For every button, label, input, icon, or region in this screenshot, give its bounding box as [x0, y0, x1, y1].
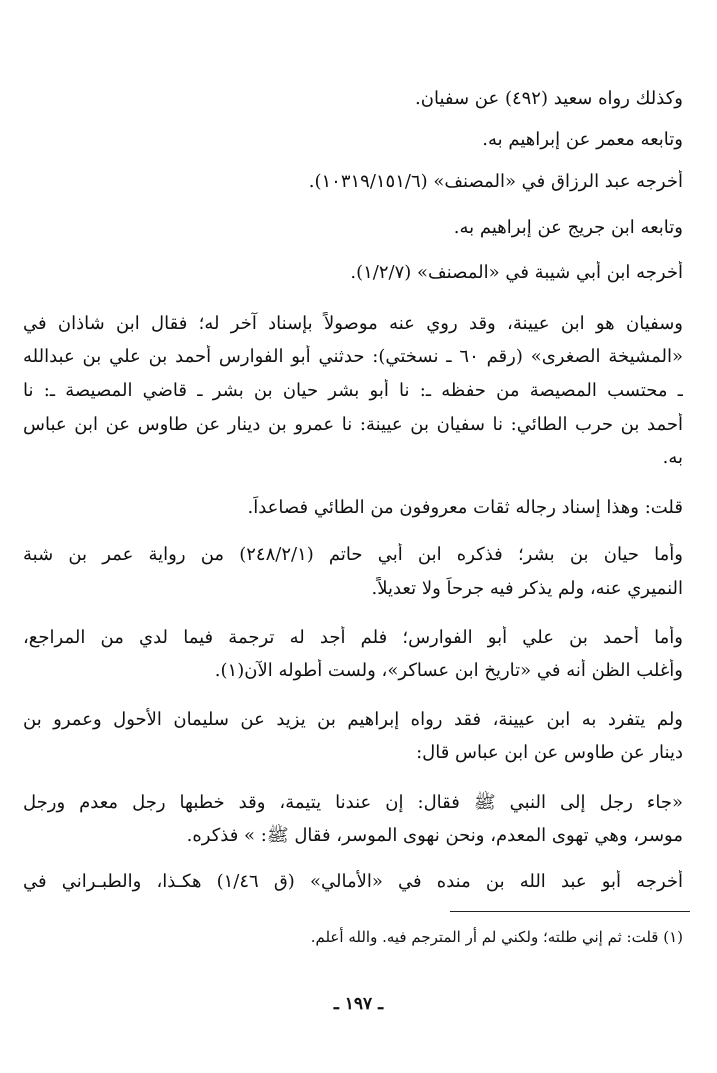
text-line-13: النميري عنه، ولم يذكر فيه جرحاً ولا تعديلاً.: [371, 578, 683, 599]
footnote-text: (١) قلت: ثم إني طلته؛ ولكني لم أر المترجم فيه. والله أعلم.: [310, 928, 683, 946]
footnote-separator: [450, 911, 690, 912]
text-line-20: أخرجه أبو عبد الله بن منده في «الأمالي» (ق ١/٤٦) هكـذا، والطبـراني في: [23, 871, 683, 892]
page-number: ـ ١٩٧ ـ: [333, 994, 384, 1014]
text-line-6: وسفيان هو ابن عيينة، وقد روي عنه موصولاً بإسناد آخر له؛ فقال ابن شاذان في: [23, 313, 683, 334]
text-line-1: وكذلك رواه سعيد (٤٩٢) عن سفيان.: [415, 88, 683, 109]
text-line-9: أحمد بن حرب الطائي: نا سفيان بن عيينة: نا عمرو بن دينار عن طاوس عن ابن عباس: [23, 414, 683, 435]
text-line-8: ـ محتسب المصيصة من حفظه ـ: نا أبو بشر حيان بن بشر ـ قاضي المصيصة ـ: نا: [23, 380, 683, 401]
text-line-18: «جاء رجل إلى النبي ﷺ فقال: إن عندنا يتيمة، وقد خطبها رجل معدم ورجل: [23, 792, 683, 813]
text-line-15: وأغلب الظن أنه في «تاريخ ابن عساكر»، ولست أطوله الآن(١).: [214, 660, 683, 681]
text-line-3: أخرجه عبد الرزاق في «المصنف» (١٠٣١٩/١٥١/٦).: [308, 171, 683, 192]
text-line-7: «المشيخة الصغرى» (رقم ٦٠ ـ نسختي): حدثني أبو الفوارس أحمد بن علي بن عبدالله: [23, 346, 683, 367]
text-line-11: قلت: وهذا إسناد رجاله ثقات معروفون من الطائي فصاعداً.: [247, 497, 683, 518]
text-line-4: وتابعه ابن جريج عن إبراهيم به.: [453, 217, 683, 238]
text-line-5: أخرجه ابن أبي شيبة في «المصنف» (١/٢/٧).: [350, 262, 683, 283]
text-line-2: وتابعه معمر عن إبراهيم به.: [482, 129, 683, 150]
text-line-14: وأما أحمد بن علي أبو الفوارس؛ فلم أجد له ترجمة فيما لدي من المراجع،: [23, 627, 683, 648]
text-line-17: دينار عن طاوس عن ابن عباس قال:: [416, 742, 683, 763]
text-line-19: موسر، وهي تهوى المعدم، ونحن نهوى الموسر، فقال ﷺ: » فذكره.: [186, 825, 683, 846]
text-line-12: وأما حيان بن بشر؛ فذكره ابن أبي حاتم (٢٤٨/٢/١) من رواية عمر بن شبة: [23, 544, 683, 565]
text-line-10: به.: [662, 447, 683, 468]
text-line-16: ولم يتفرد به ابن عيينة، فقد رواه إبراهيم بن يزيد عن سليمان الأحول وعمرو بن: [23, 709, 683, 730]
